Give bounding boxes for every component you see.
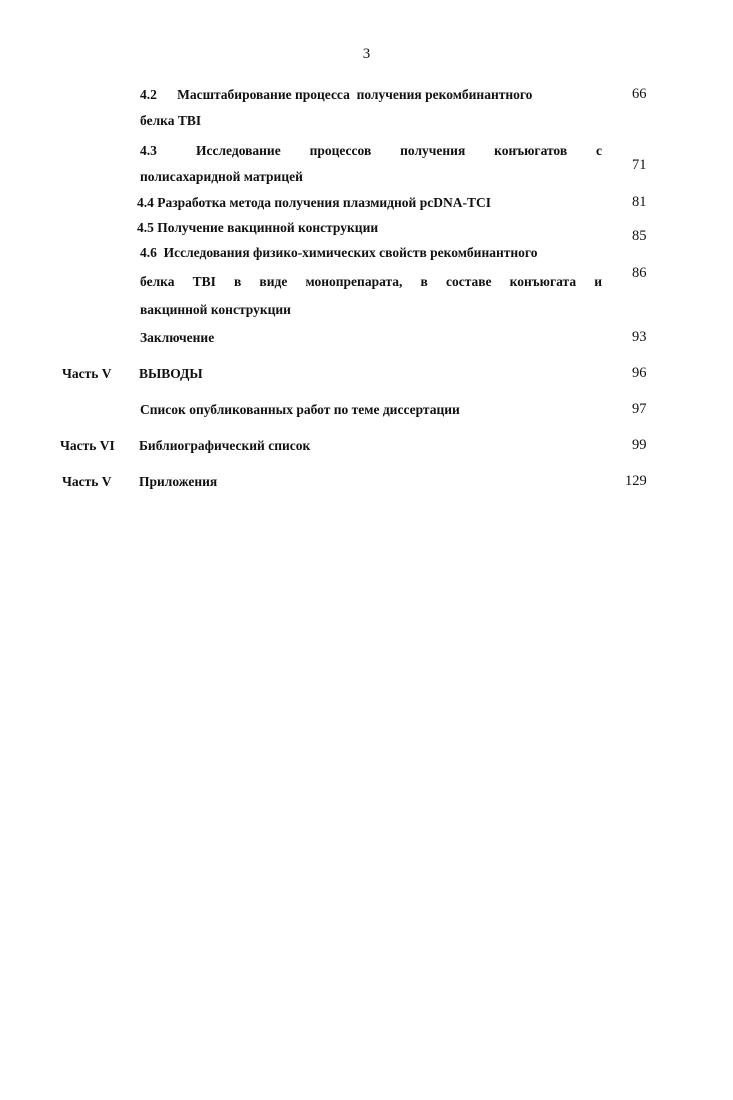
toc-page-number: 86 [632, 265, 647, 281]
toc-part-label: Часть VI [60, 438, 115, 453]
toc-entry-text: ВЫВОДЫ [139, 366, 203, 381]
toc-part-label: Часть V [62, 474, 112, 489]
toc-page-number: 81 [632, 194, 647, 210]
toc-part-label: Часть V [62, 366, 112, 381]
toc-entry-text: Список опубликованных работ по теме диссертации [140, 402, 460, 417]
toc-entry-text: 4.5 Получение вакцинной конструкции [137, 220, 379, 235]
toc-page-number: 71 [632, 157, 647, 173]
toc-page-number: 99 [632, 437, 647, 453]
toc-page-number: 85 [632, 228, 647, 244]
toc-entry-text: 4.4 Разработка метода получения плазмидной pcDNA-TCI [137, 195, 491, 210]
toc-entry-text: вакцинной конструкции [140, 302, 291, 317]
toc-entry-text: 4.6 Исследования физико-химических свойств рекомбинантного [140, 245, 538, 260]
toc-entry-text: Заключение [140, 330, 215, 345]
toc-page-number: 96 [632, 365, 647, 381]
toc-entry-text: Приложения [139, 474, 218, 489]
toc-entry-text: белка ТВI [140, 113, 202, 128]
page-number: 3 [362, 46, 371, 62]
toc-page-number: 97 [632, 401, 647, 417]
toc-entry-text: белка ТВI в виде монопрепарата, в составе конъюгата и [140, 274, 602, 289]
toc-page-number: 66 [632, 86, 647, 102]
toc-entry-text: Библиографический список [139, 438, 311, 453]
toc-page-number: 93 [632, 329, 647, 345]
toc-entry-text: 4.2 Масштабирование процесса получения рекомбинантного [140, 87, 533, 102]
toc-entry-number: 4.3 [140, 143, 157, 158]
toc-entry-text: Исследование процессов получения конъюгатов с [196, 143, 602, 158]
toc-page-number: 129 [625, 473, 647, 489]
toc-entry-text: полисахаридной матрицей [140, 169, 303, 184]
